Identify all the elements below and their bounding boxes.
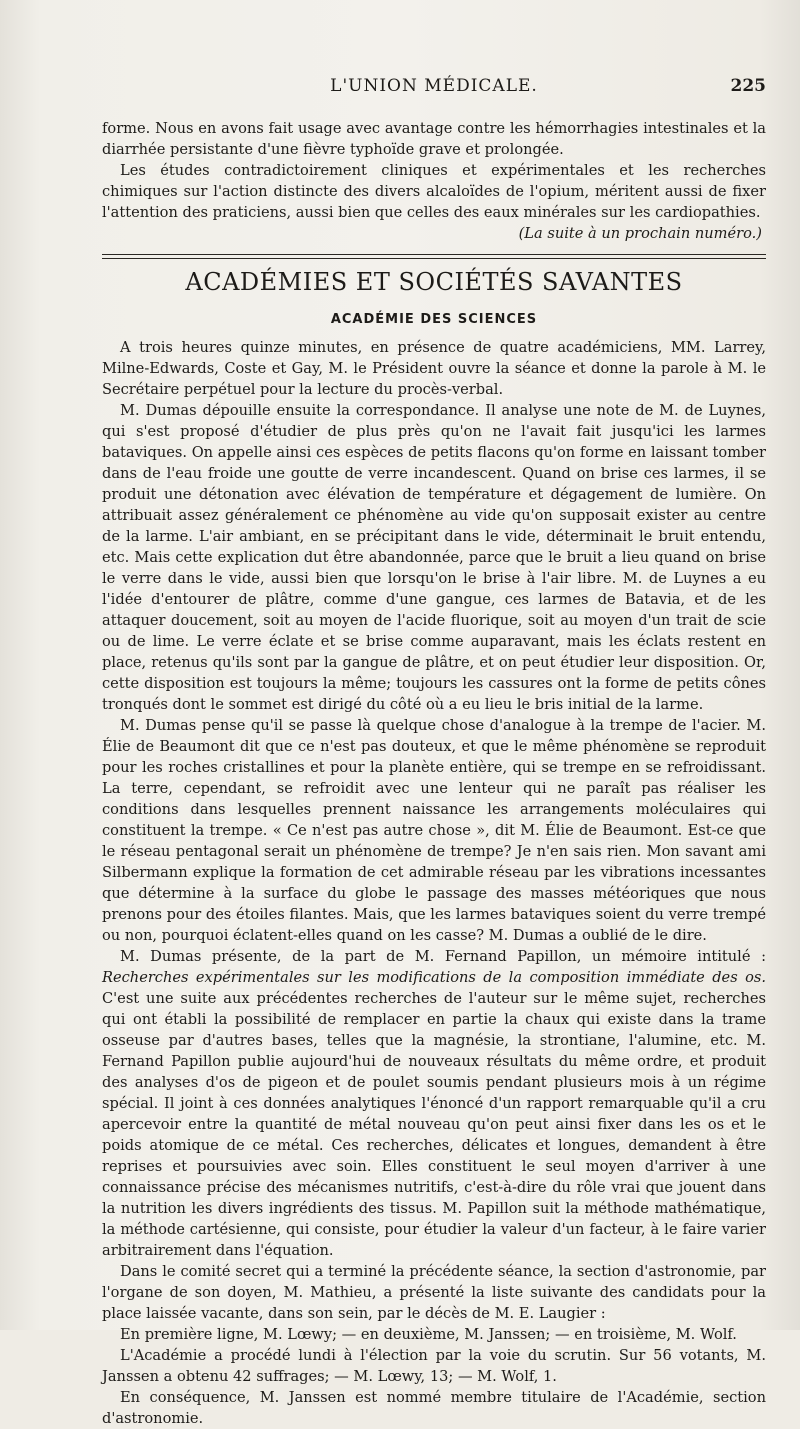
candidate-list: En première ligne, M. Lœwy; — en deuxième, M. Janssen; — en troisième, M. Wolf. [120, 1326, 737, 1343]
memoir-description: C'est une suite aux précédentes recherches de l'auteur sur le même sujet, recherches qui ont établi la possibilité de remplacer en partie la chaux qui existe dans la trame osseuse par d'autres bases, telles que la magnésie, la strontiane, l'alumine, etc. M. Fernand Papillon publie aujourd'hui de nouveaux résultats du même ordre, et produit des analyses d'os de pigeon et de poulet soumis pendant plusieurs mois à un régime spécial. Il joint à ces données analytiques l'énoncé d'un rapport remarquable qu'il a cru apercevoir entre la quantité de métal nouveau qu'on peut ainsi fixer dans les os et le poids atomique de ce métal. Ces recherches, délicates et longues, demandent à être reprises et poursuivies avec soin. Elles constituent le seul moyen d'arriver à une connaissance précise des mécanismes nutritifs, c'est-à-dire du rôle vrai que jouent dans la nutrition les divers ingrédients des tissus. M. Papillon suit la méthode mathématique, la méthode cartésienne, qui consiste, pour étudier la valeur d'un facteur, à le faire varier arbitrairement dans l'équation. [102, 990, 766, 1259]
intro-paragraph-2: Les études contradictoirement cliniques et expérimentales et les recherches chimiques sur l'action distincte des divers alcaloïdes de l'opium, méritent aussi de fixer l'attention des praticiens, aussi bien que celles des eaux minérales sur les cardiopathies. [102, 162, 766, 221]
section-title: ACADÉMIES ET SOCIÉTÉS SAVANTES [185, 268, 683, 296]
body-paragraph-3: M. Dumas pense qu'il se passe là quelque chose d'analogue à la trempe de l'acier. M. Élie de Beaumont dit que ce n'est pas douteux, et que le même phénomène se reproduit pour les roches cristallines et pour la planète entière, qui se trempe en se refroidissant. La terre, cependant, se refroidit avec une lenteur qui ne paraît pas réaliser les conditions dans lesquelles prennent naissance les arrangements moléculaires qui constituent la trempe. « Ce n'est pas autre chose », dit M. Élie de Beaumont. Est-ce que le réseau pentagonal serait un phénomène de trempe? Je n'en sais rien. Mon savant ami Silbermann explique la formation de cet admirable réseau par les vibrations incessantes que détermine à la surface du globe le passage des masses météoriques que nous prenons pour des étoiles filantes. Mais, que les larmes bataviques soient du verre trempé ou non, pourquoi éclatent-elles quand on les casse? M. Dumas a oublié de le dire. [102, 717, 766, 944]
page-header [102, 76, 766, 104]
intro-paragraph-1: forme. Nous en avons fait usage avec avantage contre les hémorrhagies intestinales et la diarrhée persistante d'une fièvre typhoïde grave et prolongée. [102, 120, 766, 158]
body-paragraph-2: M. Dumas dépouille ensuite la correspondance. Il analyse une note de M. de Luynes, qui s'est proposé d'étudier de plus près qu'on ne l'avait fait jusqu'ici les larmes bataviques. On appelle ainsi ces espèces de petits flacons qu'on forme en laissant tomber dans de l'eau froide une goutte de verre incandescent. Quand on brise ces larmes, il se produit une détonation avec élévation de température et dégagement de lumière. On attribuait assez généralement ce phénomène au vide qu'on supposait exister au centre de la larme. L'air ambiant, en se précipitant dans le vide, déterminait le bruit entendu, etc. Mais cette explication dut être abandonnée, parce que le bruit a lieu quand on brise le verre dans le vide, aussi bien que lorsqu'on le brise à l'air libre. M. de Luynes a eu l'idée d'entourer de plâtre, comme d'une gangue, ces larmes de Batavia, et de les attaquer doucement, soit au moyen de l'acide fluorique, soit au moyen d'un trait de scie ou de lime. Le verre éclate et se brise comme auparavant, mais les éclats restent en place, retenus qu'ils sont par la gangue de plâtre, et on peut étudier leur disposition. Or, cette disposition est toujours la même; toujours les cassures ont la forme de petits cônes tronqués dont le sommet est dirigé du côté où a eu lieu le bris initial de la larme. [102, 402, 766, 713]
section-rule-bottom [102, 258, 766, 259]
page-content [102, 118, 766, 1429]
election-result: L'Académie a procédé lundi à l'élection par la voie du scrutin. Sur 56 votants, M. Janssen a obtenu 42 suffrages; — M. Lœwy, 13; — M. Wolf, 1. [102, 1347, 766, 1385]
section-rule-top [102, 254, 766, 255]
page-number: 225 [730, 76, 766, 96]
running-title: L'UNION MÉDICALE. [330, 76, 538, 96]
conclusion-paragraph: En conséquence, M. Janssen est nommé membre titulaire de l'Académie, section d'astronomie. [102, 1389, 766, 1427]
body-paragraph-1: A trois heures quinze minutes, en présence de quatre académiciens, MM. Larrey, Milne-Edwards, Coste et Gay, M. le Président ouvre la séance et donne la parole à M. le Secrétaire perpétuel pour la lecture du procès-verbal. [102, 339, 766, 398]
continuation-note: (La suite à un prochain numéro.) [518, 225, 762, 242]
body-paragraph-5: Dans le comité secret qui a terminé la précédente séance, la section d'astronomie, par l'organe de son doyen, M. Mathieu, a présenté la liste suivante des candidats pour la place laissée vacante, dans son sein, par le décès de M. E. Laugier : [102, 1263, 766, 1322]
memoir-title: Recherches expérimentales sur les modifications de la composition immédiate des os. [102, 969, 766, 986]
body-paragraph-4 [102, 946, 766, 1261]
memoir-intro-text: M. Dumas présente, de la part de M. Fernand Papillon, un mémoire intitulé : [120, 948, 766, 965]
subsection-title: ACADÉMIE DES SCIENCES [330, 312, 538, 327]
